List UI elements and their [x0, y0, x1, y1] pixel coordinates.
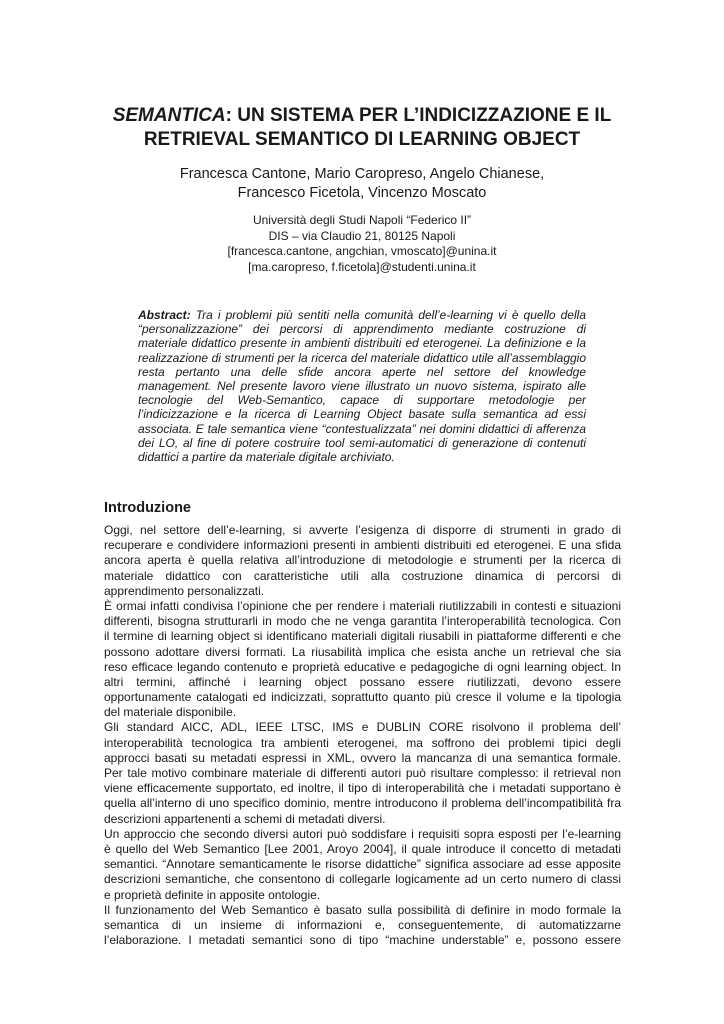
body-text-line: interoperabilità tecnologica tra ambienti eterogenei, ma soffrono dei problemi tipici degli: [104, 735, 621, 750]
abstract: [138, 308, 586, 464]
affiliation-university: Università degli Studi Napoli “Federico II”: [252, 213, 472, 227]
body-text-line: opportunamente catalogati ed indicizzati, soprattutto quanto più cresce il volume e la tipologia: [104, 690, 621, 705]
body-text-line: e proprietà definite in apposite ontologie.: [104, 887, 321, 902]
author-list: [110, 165, 614, 203]
body-text-line: semantici. “Annotare semanticamente le risorse didattiche” significa associare ad esse apposite: [104, 857, 621, 872]
body-text-line: Gli standard AICC, ADL, IEEE LTSC, IMS e DUBLIN CORE risolvono il problema dell’: [104, 720, 621, 735]
title-system-name: SEMANTICA: [112, 105, 226, 126]
body-text-line: apprendimento personalizzati.: [104, 583, 265, 598]
body-text-line: semantica di un insieme di informazioni e, conseguentemente, di automatizzarne: [104, 917, 621, 932]
body-text-line: del materiale disponibile.: [104, 705, 237, 720]
body-text-line: È ormai infatti condivisa l’opinione che per rendere i materiali riutilizzabili in contesti e situazioni: [104, 598, 621, 613]
body-text-line: Per tale motivo combinare materiale di differenti autori può risultare complesso: il retrieval non: [104, 766, 621, 780]
paper-title: [90, 104, 634, 152]
body-text-line: è quello del Web Semantico [Lee 2001, Aroyo 2004], il quale introduce il concetto di metadati: [104, 841, 621, 856]
author-line: Francesca Cantone, Mario Caropreso, Angelo Chianese,: [179, 166, 545, 182]
body-text-line: materiale didattico con caratteristiche utili alla costruzione dinamica di percorsi di: [104, 568, 621, 583]
affiliation-block: [150, 213, 574, 275]
body-text-line: Un approccio che secondo diversi autori può soddisfare i requisiti sopra esposti per l’e-learning: [104, 826, 621, 841]
abstract-label: Abstract:: [138, 308, 191, 322]
body-text-line: possono adottare diversi formati. La riusabilità implica che esista anche un retrieval che sia: [104, 644, 621, 659]
body-text-line: approcci basati su metadati espressi in XML, ovvero la mancanza di una semantica formale.: [104, 750, 621, 765]
affiliation-address: DIS – via Claudio 21, 80125 Napoli: [268, 228, 456, 243]
body-text-line: l’elaborazione. I metadati semantici sono di tipo “machine understable” e, possono essere: [104, 933, 621, 948]
body-text-line: reso efficace legando contenuto e proprietà educative e pedagogiche di ogni learning object. In: [104, 659, 621, 674]
section-heading: Introduzione: [104, 500, 191, 516]
affiliation-email: [francesca.cantone, angchian, vmoscato]@unina.it: [227, 244, 497, 258]
body-text-line: descrizioni appartenenti a schemi di metadati diversi.: [104, 811, 386, 826]
body-text-line: Oggi, nel settore dell’e-learning, si avverte l’esigenza di disporre di strumenti in grado di: [104, 523, 621, 537]
affiliation-email: [ma.caropreso, f.ficetola]@studenti.unina.it: [248, 259, 476, 274]
author-line: Francesco Ficetola, Vincenzo Moscato: [237, 185, 487, 201]
body-text-line: quella all’interno di uno specifico dominio, mentre introducono il problema dell’incompatibilità fra: [104, 796, 621, 811]
body-text-line: differenti, bisogna strutturarli in modo che ne venga garantita l’interoperabilità tecnologica. Con: [104, 614, 621, 629]
abstract-text: Tra i problemi più sentiti nella comunità dell’e-learning vi è quello della “personalizzazione” dei percorsi di apprendimento mediante costruzione di materiale didattico presente in ambienti distribuiti ed eterogenei. La definizione e la realizzazione di strumenti per la ricerca del materiale didattico utile all’assemblaggio resta pertanto una delle sfide ancora aperte nel settore del knowledge management. Nel presente lavoro viene illustrato un nuovo sistema, ispirato alle tecnologie del Web-Semantico, capace di supportare metodologie per l’indicizzazione e la ricerca di Learning Object basate sulla semantica ad essi associata. E tale semantica viene “contestualizzata” nei domini didattici di afferenza dei LO, al fine di potere costruire tool semi-automatici di generazione di contenuti didattici a partire da materiale digitale archiviato.: [138, 308, 586, 465]
title-line-2: RETRIEVAL SEMANTICO DI LEARNING OBJECT: [143, 129, 581, 150]
section-body: [104, 523, 621, 948]
body-text-line: recuperare e condividere informazioni presenti in ambienti distribuiti ed eterogenei. E una sfida: [104, 538, 621, 553]
body-text-line: ancora aperta è quella relativa all’introduzione di metodologie e strumenti per la ricerca di: [104, 553, 621, 568]
body-text-line: descrizioni semantiche, che consentono di collegarle logicamente ad un certo numero di classi: [104, 872, 621, 887]
body-text-line: il termine di learning object si identificano materiali digitali riusabili in piattaforme differenti e che: [104, 629, 621, 644]
body-text-line: Il funzionamento del Web Semantico è basato sulla possibilità di definire in modo formale la: [104, 902, 621, 917]
body-text-line: altri termini, affinché i learning object possano essere riutilizzati, devono essere: [104, 674, 621, 689]
body-text-line: viene efficacemente supportato, ed inoltre, il tipo di interoperabilità che i metadati supportano è: [104, 781, 621, 796]
title-line-1: : UN SISTEMA PER L’INDICIZZAZIONE E IL: [225, 105, 612, 126]
